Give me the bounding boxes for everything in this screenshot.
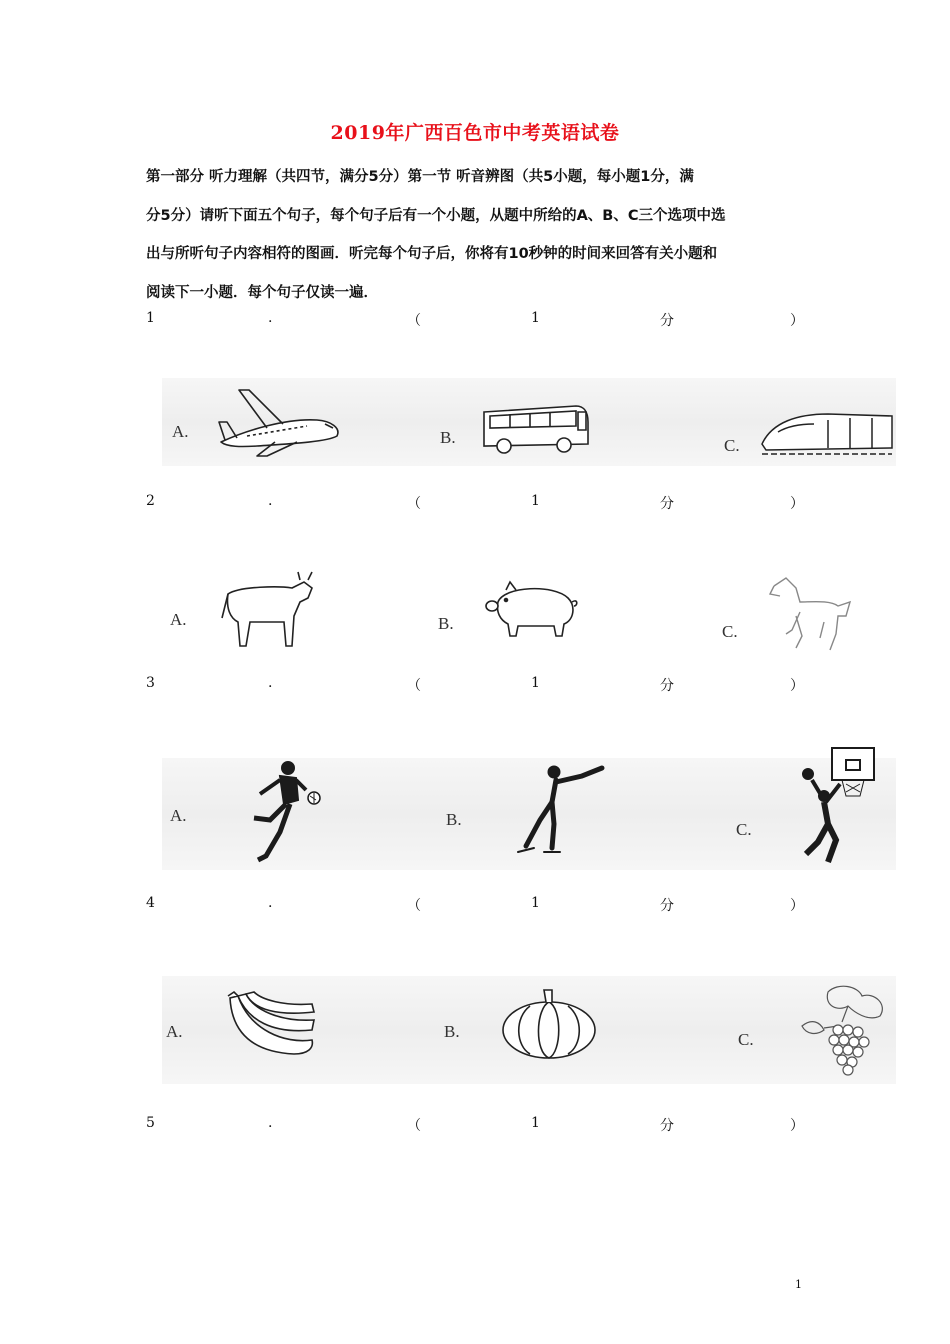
option-c-label[interactable]: C. <box>736 820 752 839</box>
option-b-label[interactable]: B. <box>446 810 462 829</box>
bus-icon[interactable] <box>480 400 592 458</box>
option-b-label[interactable]: B. <box>444 1022 460 1041</box>
pig-icon[interactable] <box>484 576 580 640</box>
option-c-label[interactable]: C. <box>724 436 740 455</box>
grapes-icon[interactable] <box>798 982 890 1078</box>
points-unit: 分 <box>660 678 674 694</box>
horse-icon[interactable] <box>766 572 856 654</box>
cow-icon[interactable] <box>220 568 318 650</box>
pumpkin-icon[interactable] <box>500 988 598 1062</box>
train-icon[interactable] <box>758 404 896 460</box>
question-dot: . <box>268 310 273 326</box>
question-points: 1 <box>531 895 540 911</box>
basketball-player-icon[interactable] <box>798 744 878 868</box>
question-number: 2 <box>146 493 155 509</box>
instruction-line: 出与所听句子内容相符的图画．听完每个句子后，你将有10秒钟的时间来回答有关小题和 <box>146 246 718 262</box>
close-paren: ） <box>790 1118 804 1134</box>
question-points: 1 <box>531 310 540 326</box>
speed-skater-icon[interactable] <box>496 762 608 858</box>
option-a-label[interactable]: A. <box>170 610 187 629</box>
question-dot: . <box>268 675 273 691</box>
question-dot: . <box>268 895 273 911</box>
points-unit: 分 <box>660 313 674 329</box>
question-dot: . <box>268 1115 273 1131</box>
instruction-line: 分5分）请听下面五个句子，每个句子后有一个小题，从题中所给的A、B、C三个选项中选 <box>146 207 726 224</box>
question-4-header <box>0 895 950 917</box>
bananas-icon[interactable] <box>224 990 320 1060</box>
points-unit: 分 <box>660 1118 674 1134</box>
exam-title: 2019年广西百色市中考英语试卷 <box>330 122 620 144</box>
airplane-icon[interactable] <box>217 382 345 458</box>
question-points: 1 <box>531 1115 540 1131</box>
question-dot: . <box>268 493 273 509</box>
instruction-line: 第一部分 听力理解（共四节，满分5分）第一节 听音辨图（共5小题，每小题1分，满 <box>146 169 694 185</box>
option-c-label[interactable]: C. <box>722 622 738 641</box>
question-1-options <box>162 378 896 466</box>
points-unit: 分 <box>660 898 674 914</box>
close-paren: ） <box>790 496 804 512</box>
question-number: 1 <box>146 310 155 326</box>
question-4-options <box>162 976 896 1084</box>
question-3-options <box>162 758 896 870</box>
option-b-label[interactable]: B. <box>438 614 454 633</box>
option-c-label[interactable]: C. <box>738 1030 754 1049</box>
points-unit: 分 <box>660 496 674 512</box>
section-instructions <box>146 158 810 312</box>
question-3-header <box>0 675 950 697</box>
open-paren: （ <box>407 1118 421 1134</box>
soccer-player-icon[interactable] <box>240 760 322 864</box>
question-2-header <box>0 493 950 515</box>
question-number: 5 <box>146 1115 155 1131</box>
question-number: 4 <box>146 895 155 911</box>
option-b-label[interactable]: B. <box>440 428 456 447</box>
question-1-header <box>0 310 950 332</box>
close-paren: ） <box>790 898 804 914</box>
open-paren: （ <box>407 898 421 914</box>
instruction-line: 阅读下一小题．每个句子仅读一遍． <box>146 284 378 301</box>
page-number: 1 <box>795 1278 802 1291</box>
question-points: 1 <box>531 675 540 691</box>
option-a-label[interactable]: A. <box>172 422 189 441</box>
close-paren: ） <box>790 313 804 329</box>
open-paren: （ <box>407 678 421 694</box>
option-a-label[interactable]: A. <box>170 806 187 825</box>
question-2-options <box>162 562 896 658</box>
question-points: 1 <box>531 493 540 509</box>
open-paren: （ <box>407 313 421 329</box>
question-number: 3 <box>146 675 155 691</box>
question-5-header <box>0 1115 950 1137</box>
close-paren: ） <box>790 678 804 694</box>
option-a-label[interactable]: A. <box>166 1022 183 1041</box>
open-paren: （ <box>407 496 421 512</box>
